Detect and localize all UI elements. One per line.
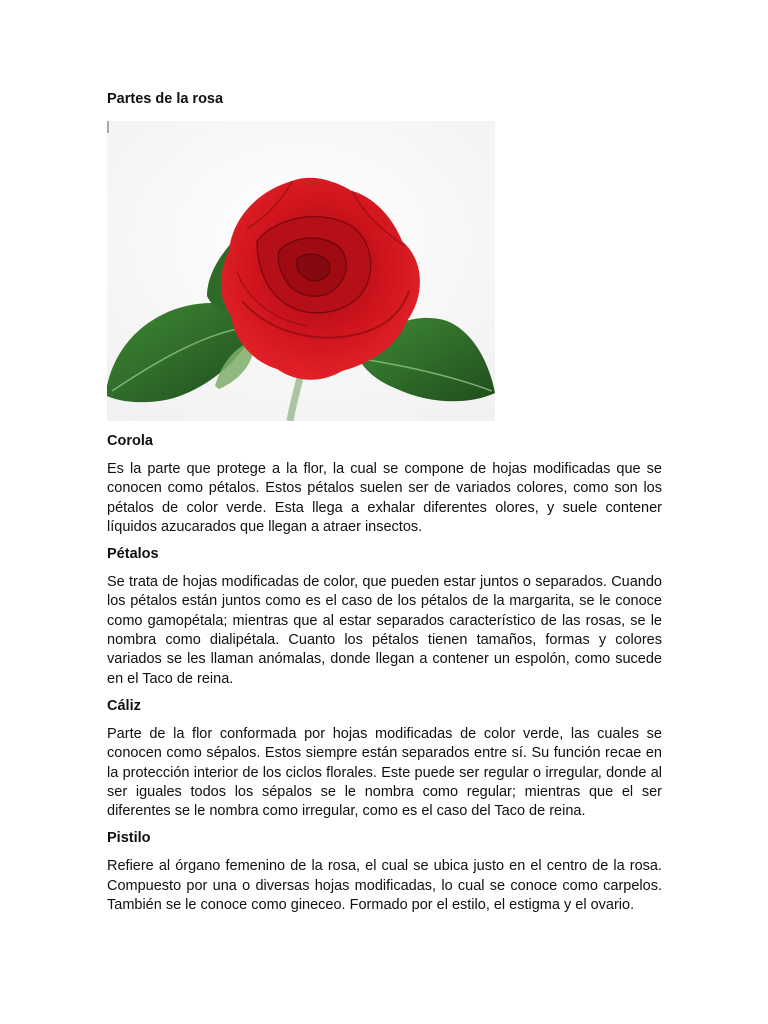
section-text-pistilo: Refiere al órgano femenino de la rosa, el cual se ubica justo en el centro de la rosa. Compuesto por una o diversas hojas modificadas, lo cual se conoce como carpelos. También se le conoce como gineceo. Formado por el estilo, el estigma y el ovario.	[107, 858, 662, 914]
section-heading-petalos: Pétalos	[107, 546, 159, 563]
section-text-petalos: Se trata de hojas modificadas de color, que pueden estar juntos o separados. Cuando los pétalos están juntos como es el caso de los pétalos de la margarita, se le conoce como gamopétala; mientras que al estar separados característico de las rosas, se le nombra como dialipétala. Cuanto los pétalos tienen tamaños, formas y colores variados se les llaman anómalas, donde llegan a contener un espolón, como sucede en el Taco de reina.	[107, 574, 662, 687]
section-heading-corola: Corola	[107, 433, 153, 449]
rose-image	[107, 121, 495, 421]
page-title: Partes de la rosa	[107, 91, 224, 107]
section-text-caliz: Parte de la flor conformada por hojas modificadas de color verde, las cuales se conocen como sépalos. Estos siempre están separados entre sí. Su función recae en la protección interior de los ciclos florales. Este puede ser regular o irregular, donde al ser iguales todos los sépalos se le nombra como regular; mientras que el ser diferentes se le nombra como irregular, como es el caso del Taco de reina.	[107, 725, 662, 820]
section-heading-pistilo: Pistilo	[107, 830, 151, 847]
section-text-corola: Es la parte que protege a la flor, la cual se compone de hojas modificadas que se conocen como pétalos. Estos pétalos suelen ser de variados colores, como son los pétalos de color verde. Esta llega a exhalar diferentes olores, y suele contener líquidos azucarados que llegan a atraer insectos.	[107, 461, 662, 535]
document-page	[107, 88, 662, 915]
section-heading-caliz: Cáliz	[107, 697, 141, 714]
